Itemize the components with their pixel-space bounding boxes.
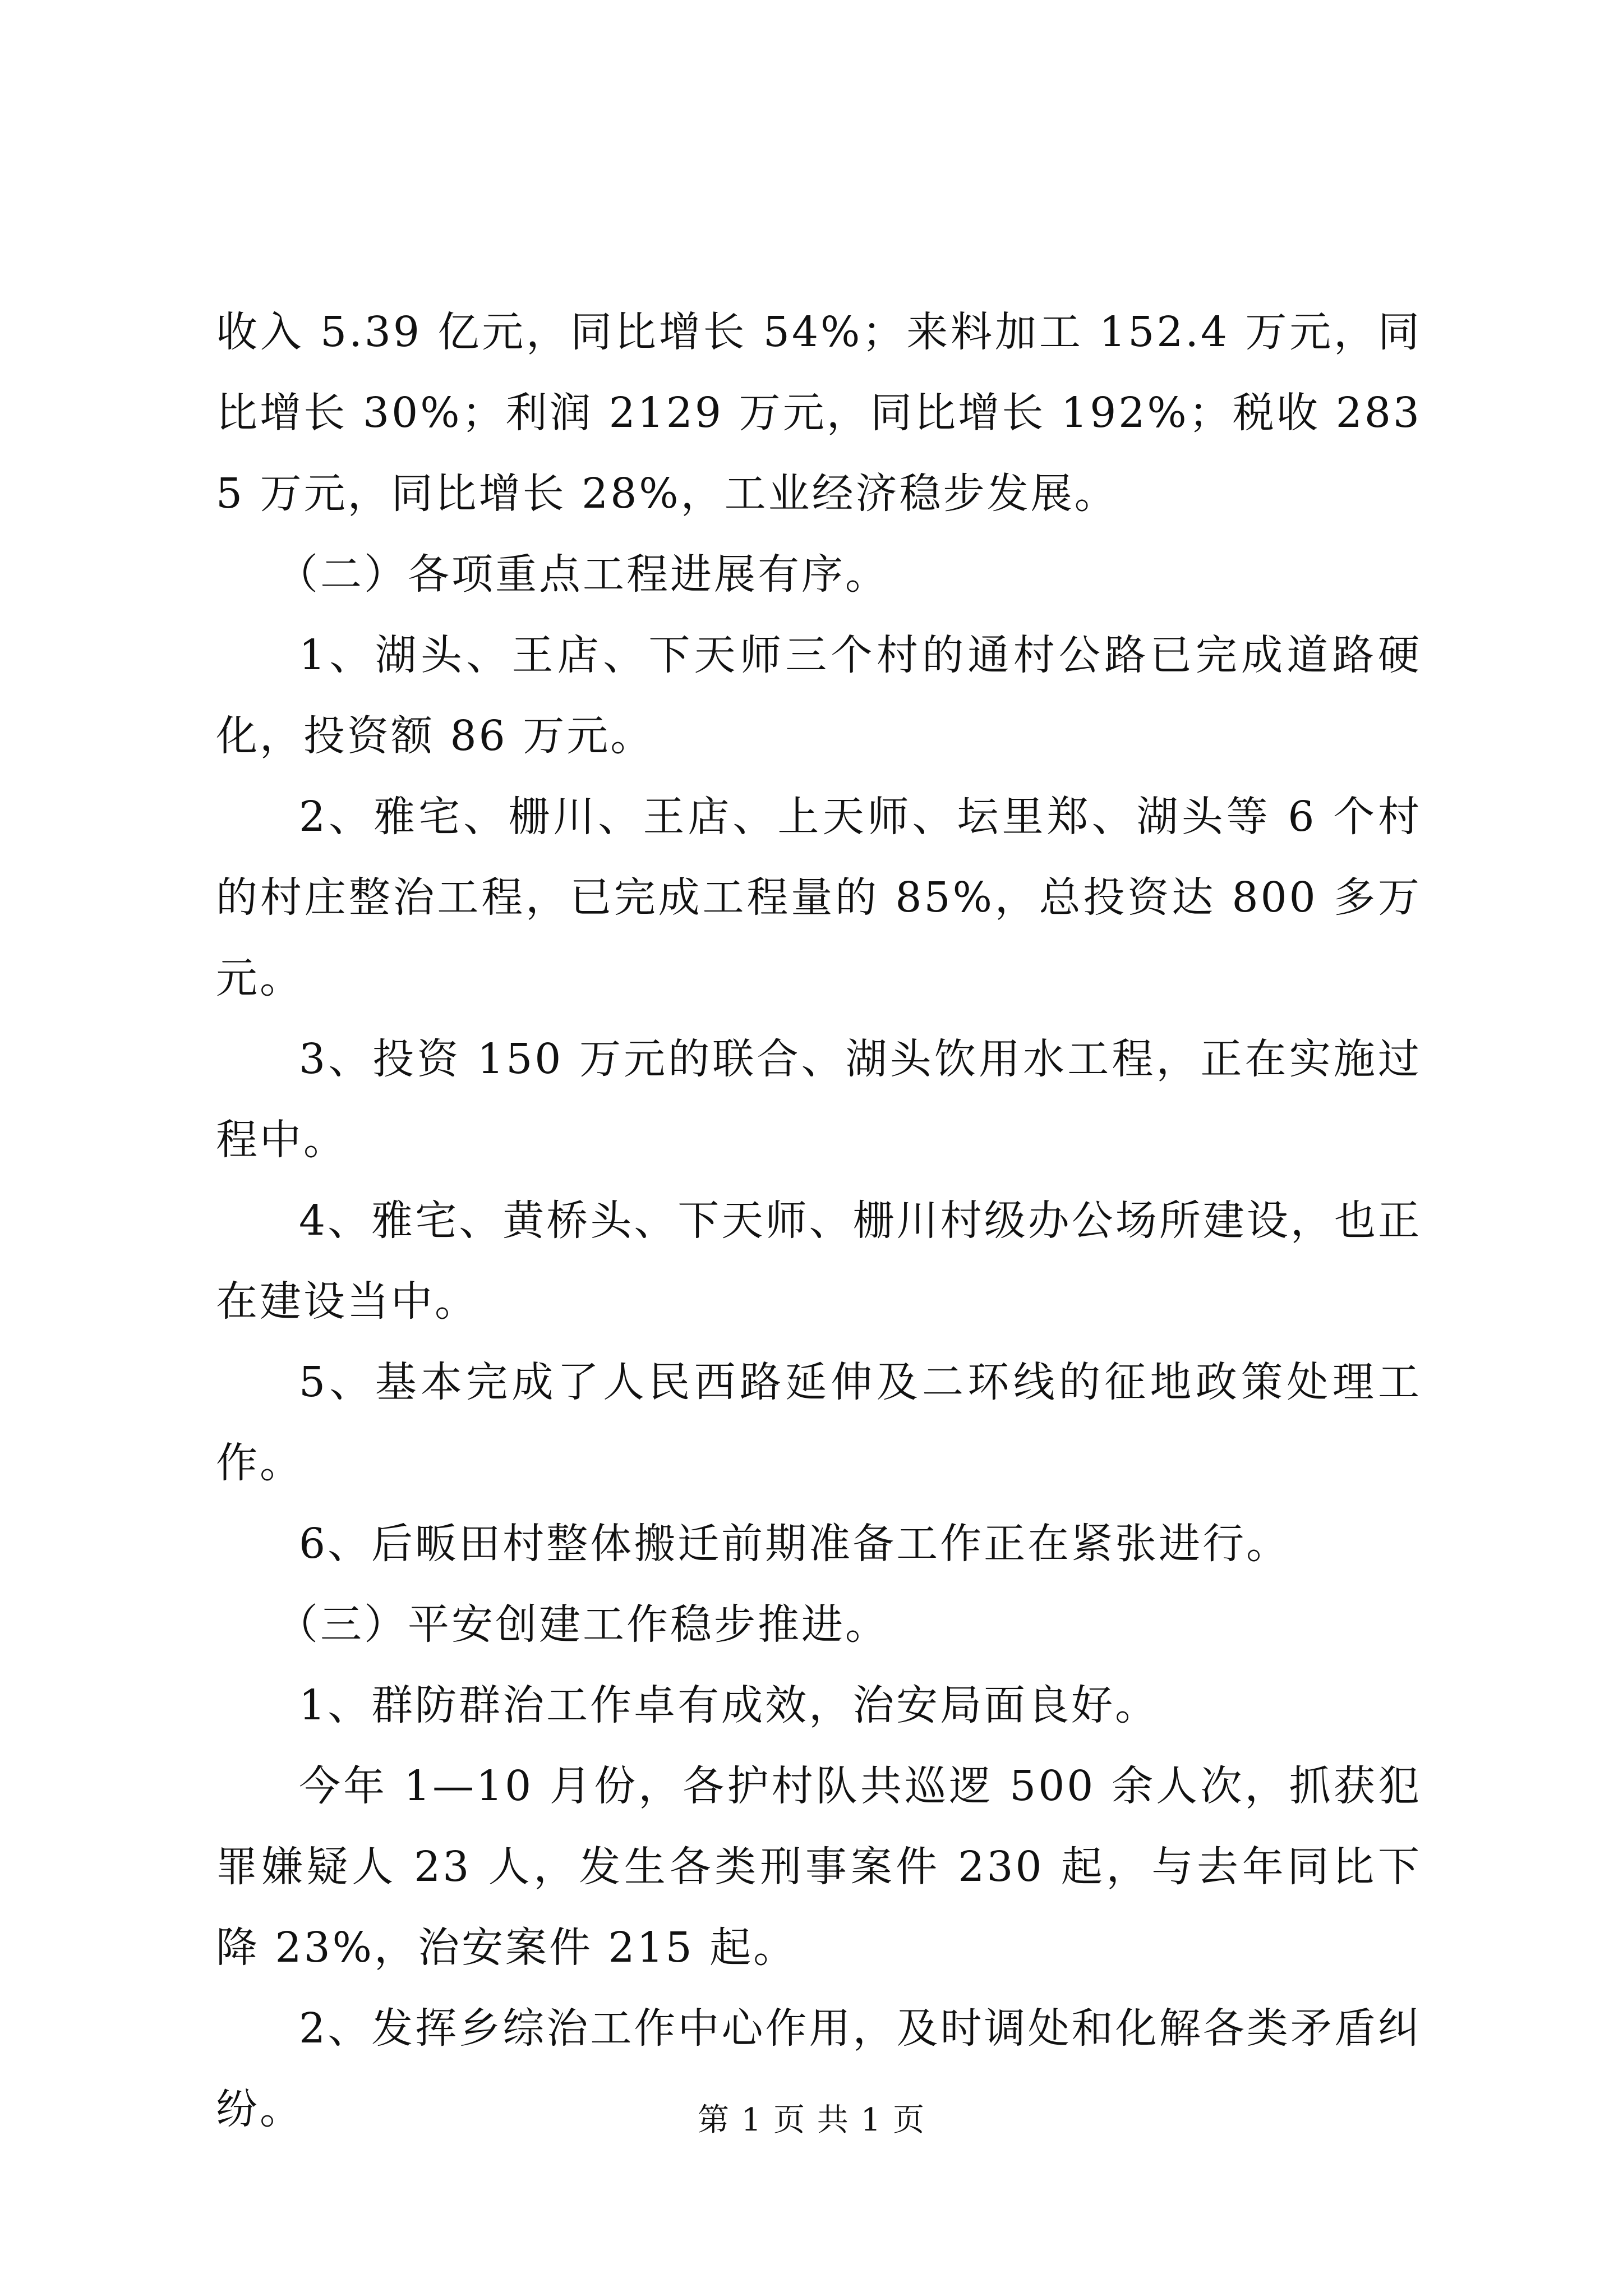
paragraph-project-2: 2、雅宅、栅川、王店、上天师、坛里郑、湖头等 6 个村的村庄整治工程，已完成工程量的 85%，总投资达 800 多万元。: [216, 793, 1422, 1002]
paragraph-industry-figures: 收入 5.39 亿元，同比增长 54%；来料加工 152.4 万元，同比增长 30%；利润 2129 万元，同比增长 192%；税收 2835 万元，同比增长 28%，工业经济稳步发展。: [216, 308, 1422, 518]
page-footer: 第 1 页 共 1 页: [697, 2102, 926, 2138]
paragraph-project-3: 3、投资 150 万元的联合、湖头饮用水工程，正在实施过程中。: [216, 1035, 1422, 1164]
paragraph-safety-1: 1、群防群治工作卓有成效，治安局面良好。: [299, 1681, 1159, 1729]
paragraph-project-5: 5、基本完成了人民西路延伸及二环线的征地政策处理工作。: [216, 1358, 1422, 1487]
paragraph-project-6: 6、后畈田村整体搬迁前期准备工作正在紧张进行。: [299, 1520, 1290, 1568]
section-heading-safety: （三）平安创建工作稳步推进。: [276, 1600, 889, 1649]
section-heading-key-projects: （二）各项重点工程进展有序。: [276, 550, 889, 599]
paragraph-safety-stats: 今年 1—10 月份，各护村队共巡逻 500 余人次，抓获犯罪嫌疑人 23 人，发生各类刑事案件 230 起，与去年同比下降 23%，治安案件 215 起。: [216, 1762, 1422, 1972]
paragraph-project-1: 1、湖头、王店、下天师三个村的通村公路已完成道路硬化，投资额 86 万元。: [216, 631, 1422, 760]
document-body: [216, 292, 1422, 2150]
paragraph-project-4: 4、雅宅、黄桥头、下天师、栅川村级办公场所建设，也正在建设当中。: [216, 1197, 1422, 1326]
paragraph-safety-2: 2、发挥乡综治工作中心作用，及时调处和化解各类矛盾纠纷。: [216, 2004, 1422, 2133]
